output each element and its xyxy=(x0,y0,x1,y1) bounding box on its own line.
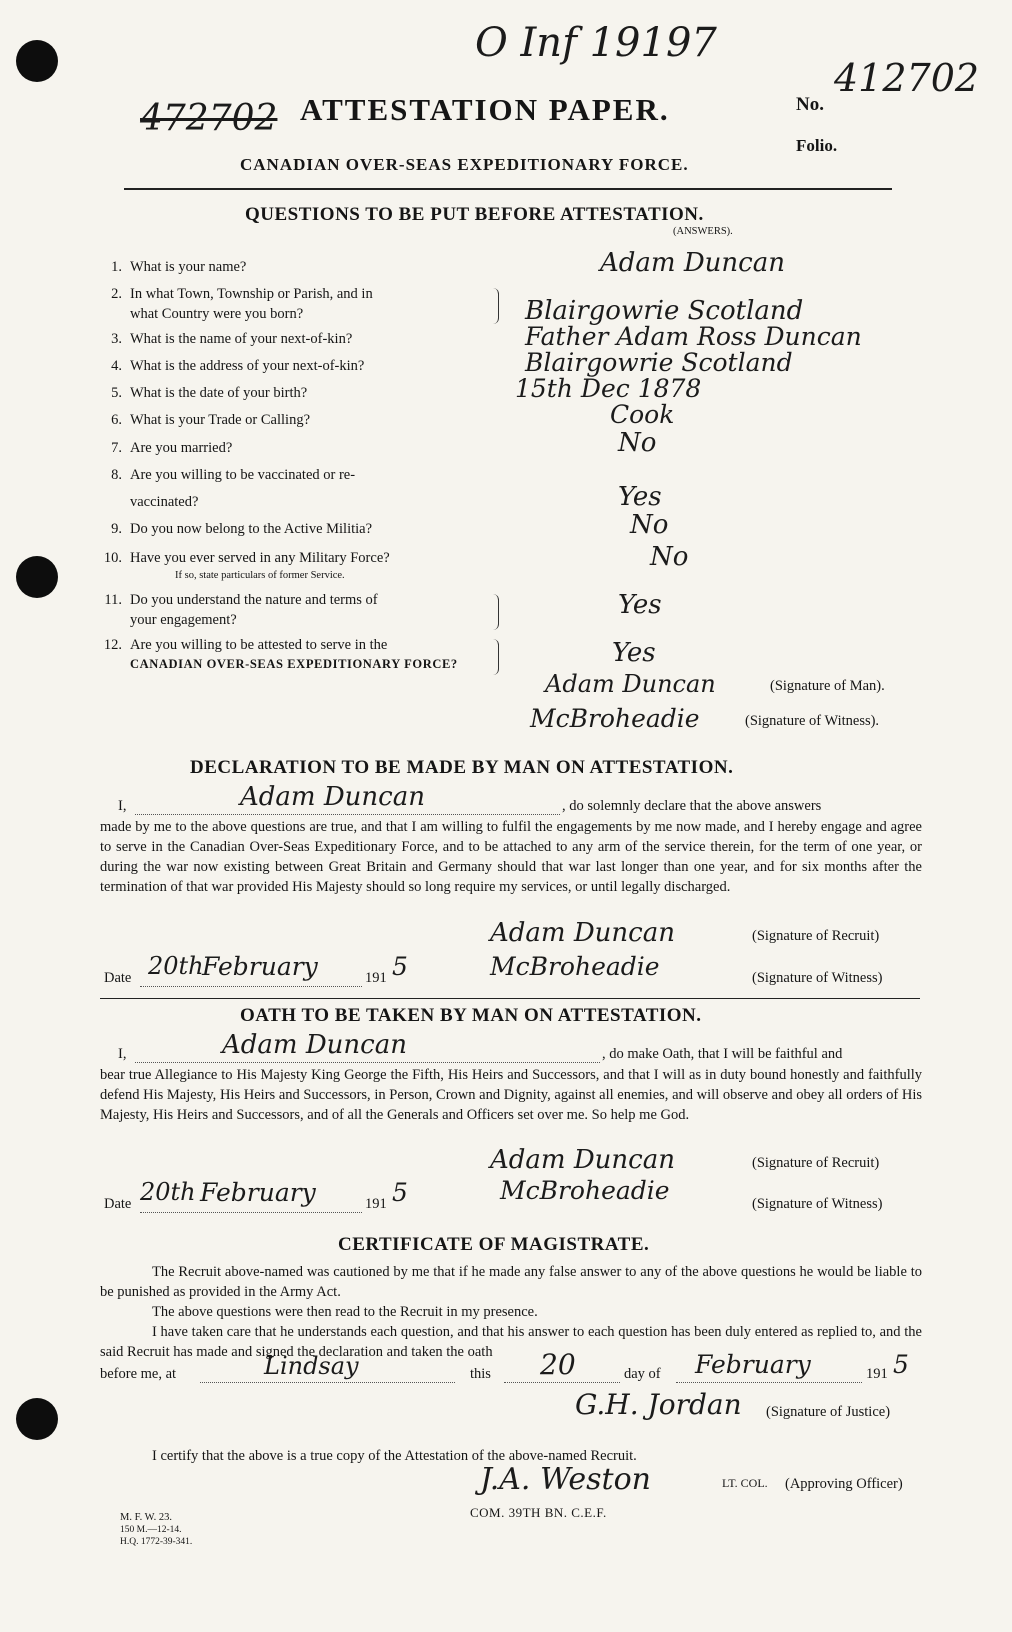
oath-heading: OATH TO BE TAKEN BY MAN ON ATTESTATION. xyxy=(240,1005,702,1026)
declaration-first-line: , do solemnly declare that the above answers xyxy=(562,798,822,814)
before-me-label: before me, at xyxy=(100,1366,177,1382)
certificate-heading: CERTIFICATE OF MAGISTRATE. xyxy=(338,1234,650,1255)
oath-date-year-hw: 5 xyxy=(392,1178,408,1207)
punch-hole-middle xyxy=(16,556,58,598)
certificate-day: 20 xyxy=(540,1348,576,1381)
question-text: What is the address of your next-of-kin? xyxy=(130,358,365,374)
question-text: Are you willing to be vaccinated or re- xyxy=(130,467,356,483)
declaration-heading: DECLARATION TO BE MADE BY MAN ON ATTESTATION. xyxy=(190,757,734,778)
declaration-name: Adam Duncan xyxy=(240,782,425,812)
declaration-date-label: Date xyxy=(104,970,132,986)
question-text: Are you married? xyxy=(130,440,233,456)
declaration-name-line xyxy=(135,814,560,815)
oath-name-line xyxy=(135,1062,600,1063)
declaration-witness-signature: McBroheadie xyxy=(490,952,660,981)
question-text: What is the date of your birth? xyxy=(130,385,308,401)
question-note: If so, state particulars of former Service. xyxy=(175,570,345,581)
declaration-date-line xyxy=(140,986,362,987)
question-brace xyxy=(490,594,499,630)
answers-label: (ANSWERS). xyxy=(673,226,733,237)
form-number: M. F. W. 23. xyxy=(120,1512,172,1523)
question-number: 1. xyxy=(111,259,122,275)
question-number: 12. xyxy=(103,637,122,653)
oath-first-line: , do make Oath, that I will be faithful and xyxy=(602,1046,843,1062)
question-number: 2. xyxy=(111,286,122,302)
question-text: What is your Trade or Calling? xyxy=(130,412,311,428)
approving-officer-signature: J.A. Weston xyxy=(480,1462,651,1497)
declaration-date-day: 20th xyxy=(148,952,204,980)
answer-name: Adam Duncan xyxy=(600,248,785,278)
officer-unit-stamp: COM. 39TH BN. C.E.F. xyxy=(470,1505,607,1520)
answer-married: No xyxy=(618,428,657,458)
questions-heading: QUESTIONS TO BE PUT BEFORE ATTESTATION. xyxy=(245,204,704,225)
certificate-year-hw: 5 xyxy=(893,1350,909,1379)
question-text: CANADIAN OVER-SEAS EXPEDITIONARY FORCE? xyxy=(130,657,458,671)
answer-kin-address: Blairgowrie Scotland xyxy=(525,348,793,377)
answer-understand: Yes xyxy=(618,590,662,620)
question-text: What is the name of your next-of-kin? xyxy=(130,331,353,347)
struck-number: 472702 xyxy=(140,98,278,139)
oath-date-line xyxy=(140,1212,362,1213)
answer-militia: No xyxy=(630,510,669,540)
question-number: 5. xyxy=(111,385,122,401)
certificate-paragraph-1: The Recruit above-named was cautioned by me that if he made any false answer to any of the above questions he would be liable to be punished as provided in the Army Act. xyxy=(100,1264,922,1300)
signature-of-man-label: (Signature of Man). xyxy=(770,678,885,694)
answer-willing: Yes xyxy=(612,638,656,668)
justice-signature: G.H. Jordan xyxy=(575,1388,742,1421)
month-line xyxy=(676,1382,862,1383)
folio-label: Folio. xyxy=(796,136,838,155)
oath-recruit-signature: Adam Duncan xyxy=(490,1145,675,1175)
question-text: What is your name? xyxy=(130,259,247,275)
certificate-year: 191 xyxy=(866,1366,888,1382)
question-number: 11. xyxy=(104,592,122,608)
punch-hole-top xyxy=(16,40,58,82)
question-text: Are you willing to be attested to serve in the xyxy=(130,637,388,653)
oath-witness-signature: McBroheadie xyxy=(500,1176,670,1205)
declaration-i: I, xyxy=(118,798,127,814)
answer-military: No xyxy=(650,542,689,572)
signature-of-witness-label: (Signature of Witness). xyxy=(745,713,880,729)
answer-birthplace: Blairgowrie Scotland xyxy=(525,296,804,326)
oath-date-day: 20th xyxy=(140,1178,196,1206)
question-text: Do you now belong to the Active Militia? xyxy=(130,521,373,537)
oath-date-year: 191 xyxy=(365,1196,387,1212)
question-number: 3. xyxy=(111,331,122,347)
place-of-attestation: Lindsay xyxy=(264,1352,359,1380)
question-brace xyxy=(490,288,499,324)
force-name: CANADIAN OVER-SEAS EXPEDITIONARY FORCE. xyxy=(240,155,689,174)
declaration-body: made by me to the above questions are true, and that I am willing to fulfil the engagements by me now made, and I hereby engage and agree to serve in the Canadian Over-Seas Expeditionary Force, and to be attached to any arm of the service therein, for the term of one year, or during the war now existing between Great Britain and Germany should that war last longer than one year, and for six months after the termination of that war provided His Majesty should so long require my services, or until legally discharged. xyxy=(100,819,922,895)
oath-name: Adam Duncan xyxy=(222,1030,407,1060)
oath-i: I, xyxy=(118,1046,127,1062)
question-number: 9. xyxy=(111,521,122,537)
question-brace xyxy=(490,639,499,675)
certificate-paragraph-2: The above questions were then read to the Recruit in my presence. xyxy=(152,1304,538,1320)
answer-next-of-kin: Father Adam Ross Duncan xyxy=(525,322,862,351)
question-number: 7. xyxy=(111,440,122,456)
oath-recruit-label: (Signature of Recruit) xyxy=(752,1155,880,1171)
justice-label: (Signature of Justice) xyxy=(766,1404,891,1420)
day-line xyxy=(504,1382,620,1383)
question-text: Have you ever served in any Military Force? xyxy=(130,550,390,566)
declaration-recruit-label: (Signature of Recruit) xyxy=(752,928,880,944)
question-number: 8. xyxy=(111,467,122,483)
top-annotation: O Inf 19197 xyxy=(475,20,717,66)
answer-trade: Cook xyxy=(610,400,675,429)
number-label: No. xyxy=(796,94,824,115)
oath-witness-label: (Signature of Witness) xyxy=(752,1196,883,1212)
approving-officer-label: (Approving Officer) xyxy=(785,1476,903,1492)
declaration-recruit-signature: Adam Duncan xyxy=(490,918,675,948)
oath-body: bear true Allegiance to His Majesty King George the Fifth, His Heirs and Successors, and that I will as in duty bound honestly and faithfully defend His Majesty, His Heirs and Successors, in Person, Crown and Dignity, against all enemies, and will observe and obey all orders of His Majesty, His Heirs and Successors, and of all the Generals and Officers set over me. So help me God. xyxy=(100,1067,922,1123)
true-copy-statement: I certify that the above is a true copy of the Attestation of the above-named Recruit. xyxy=(152,1448,637,1464)
witness-signature: McBroheadie xyxy=(530,704,700,733)
declaration-date-year: 191 xyxy=(365,970,387,986)
question-number: 6. xyxy=(111,412,122,428)
header-rule xyxy=(124,188,892,190)
question-text: what Country were you born? xyxy=(130,306,304,322)
print-run: 150 M.—12-14. xyxy=(120,1525,182,1535)
declaration-rule xyxy=(100,998,920,999)
certificate-paragraph-3: I have taken care that he understands each question, and that his answer to each question has been duly entered as replied to, and the said Recruit has made and signed the declaration and taken the oath xyxy=(100,1324,922,1360)
certificate-month: February xyxy=(695,1350,811,1379)
declaration-date-year-hw: 5 xyxy=(392,952,408,981)
question-text: In what Town, Township or Parish, and in xyxy=(130,286,373,302)
question-text: Do you understand the nature and terms of xyxy=(130,592,378,608)
day-of-label: day of xyxy=(624,1366,661,1382)
declaration-date-month: February xyxy=(202,952,318,981)
regimental-number: 412702 xyxy=(834,56,980,100)
this-label: this xyxy=(470,1366,491,1382)
place-line xyxy=(200,1382,455,1383)
answer-vaccinated: Yes xyxy=(618,482,662,512)
oath-date-label: Date xyxy=(104,1196,132,1212)
question-text: vaccinated? xyxy=(130,494,199,510)
oath-date-month: February xyxy=(200,1178,316,1207)
hq-reference: H.Q. 1772-39-341. xyxy=(120,1537,193,1547)
declaration-witness-label: (Signature of Witness) xyxy=(752,970,883,986)
question-number: 10. xyxy=(103,550,122,566)
officer-rank: LT. COL. xyxy=(722,1476,768,1490)
signature-of-man: Adam Duncan xyxy=(545,670,716,698)
answer-birth-date: 15th Dec 1878 xyxy=(515,374,702,403)
document-title: ATTESTATION PAPER. xyxy=(300,92,670,127)
question-text: your engagement? xyxy=(130,612,237,628)
question-number: 4. xyxy=(111,358,122,374)
punch-hole-bottom xyxy=(16,1398,58,1440)
